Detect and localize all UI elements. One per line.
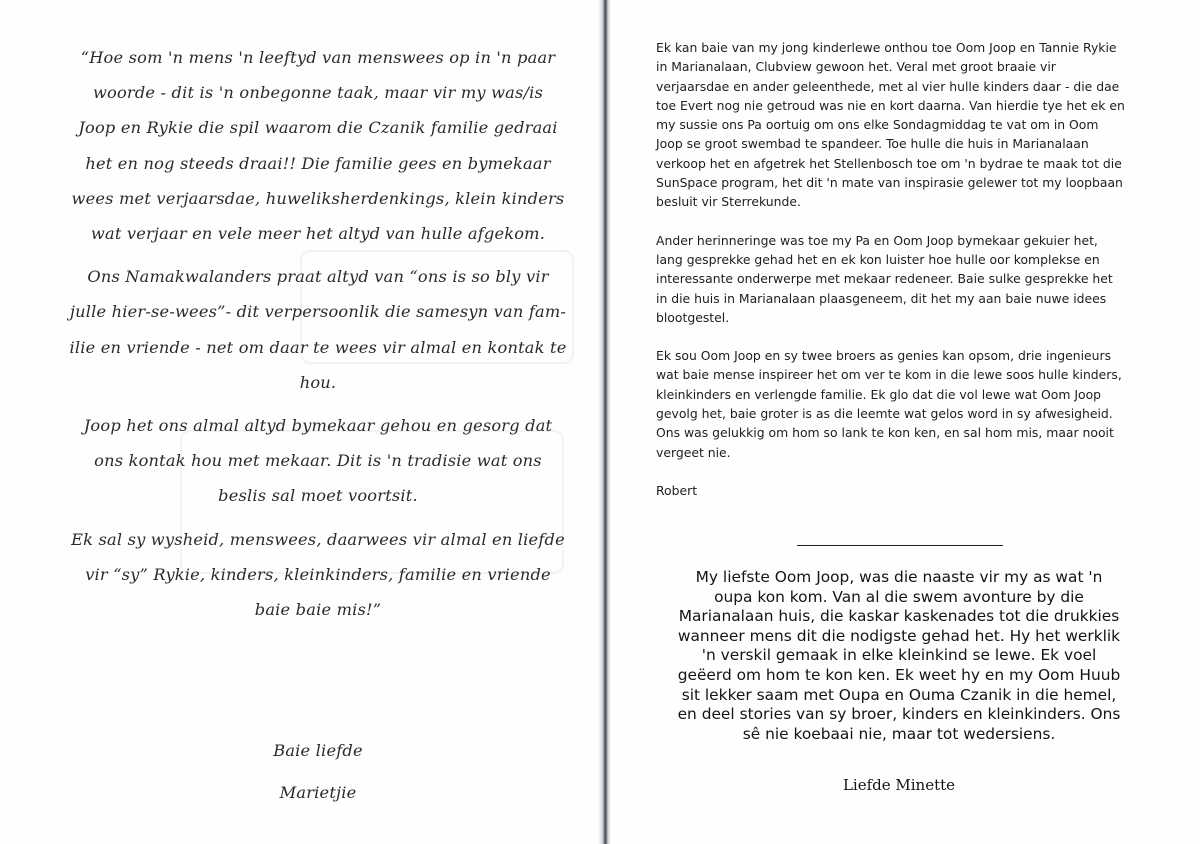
text-line: my sussie ons Pa oortuig om ons elke Sondagmiddag te vat om in Oom <box>656 117 1099 133</box>
text-line: Joop het ons almal altyd bymekaar gehou en gesorg dat <box>83 416 553 436</box>
text-line: Ek kan baie van my jong kinderlewe onthou toe Oom Joop en Tannie Rykie <box>656 40 1117 55</box>
signature-text: Robert <box>656 482 698 498</box>
text-line: vergeet nie. <box>656 444 731 460</box>
text-line: verkoop het en afgetrek het Stellenbosch toe om 'n bydrae te maak tot die <box>656 155 1122 171</box>
text-line: en deel stories van sy broer, kinders en kleinkinders. Ons <box>677 705 1121 724</box>
typed-paragraph <box>656 346 1184 462</box>
tribute-minette <box>614 568 1184 744</box>
text-line: baie baie mis!” <box>254 600 382 620</box>
typed-memories <box>656 38 1184 519</box>
text-line: 'n verskil gemaak in elke kleinkind se lewe. Ek voel <box>701 646 1097 665</box>
text-line: Ander herinneringe was toe my Pa en Oom Joop bymekaar gekuier het, <box>656 232 1098 248</box>
text-line: blootgestel. <box>656 309 730 325</box>
text-line: Ek sal sy wysheid, menswees, daarwees vir almal en liefde <box>71 529 565 549</box>
text-line: toe Evert nog nie getroud was nie en kort daarna. Van hierdie tye het ek en <box>656 97 1125 113</box>
text-line: wat baie mense inspireer het om ver te kom in die lewe soos hulle kinders, <box>656 367 1122 383</box>
text-line: Joop en Rykie die spil waarom die Czanik familie gedraai <box>78 118 558 138</box>
handwritten-paragraph <box>58 408 578 514</box>
signature-robert <box>656 481 1184 500</box>
text-line: het en nog steeds draai!! Die familie gees en bymekaar <box>85 153 551 173</box>
typed-paragraph <box>656 231 1184 327</box>
text-line: in die huis in Marianalaan plaasgeneem, dit het my aan baie nuwe idees <box>656 290 1107 306</box>
text-line: beslis sal moet voortsit. <box>218 486 418 506</box>
text-line: ons kontak hou met mekaar. Dit is 'n tradisie wat ons <box>94 451 542 471</box>
text-line: hou. <box>299 372 337 392</box>
text-line: geëerd om hom te kon ken. Ek weet hy en my Oom Huub <box>677 665 1121 684</box>
text-line: oupa kon kom. Van al die swem avonture by die <box>714 587 1084 606</box>
text-line: Marianalaan huis, die kaskar kaskenades tot die drukkies <box>678 607 1120 626</box>
text-line: woorde - dit is 'n onbegonne taak, maar vir my was/is <box>92 83 544 103</box>
text-line: interessante onderwerpe met mekaar redeneer. Baie sulke gesprekke het <box>656 271 1113 287</box>
text-line: julle hier-se-wees”- dit verpersoonlik die samesyn van fam- <box>69 302 567 322</box>
text-line: wanneer mens dit die nodigste gehad het. Hy het werklik <box>677 626 1121 645</box>
handwritten-paragraph <box>58 522 578 628</box>
text-line: lang gesprekke gehad het en ek kon luister hoe hulle oor komplekse en <box>656 251 1100 267</box>
signature-marietjie <box>58 775 578 810</box>
text-line: Ek sou Oom Joop en sy twee broers as genies kan opsom, drie ingenieurs <box>656 348 1112 364</box>
text-line: ilie en vriende - net om daar te wees vir almal en kontak te <box>69 337 567 357</box>
text-line: verjaarsdae en ander geleenthede, met al vier hulle kinders daar - die dae <box>656 78 1120 94</box>
text-line: Ons was gelukkig om hom so lank te kon ken, en sal hom mis, maar nooit <box>656 425 1114 441</box>
text-line: wat verjaar en vele meer het altyd van hulle afgekom. <box>90 224 546 244</box>
text-line: Joop se groot swembad te spandeer. Toe hulle die huis in Marianalaan <box>656 136 1089 152</box>
typed-paragraph <box>656 38 1184 212</box>
handwritten-paragraph <box>58 259 578 400</box>
text-line: SunSpace program, het dit 'n mate van inspirasie gelewer tot my loopbaan <box>656 175 1123 191</box>
text-line: besluit vir Sterrekunde. <box>656 194 801 210</box>
handwritten-tribute <box>58 40 578 635</box>
text-line: gevolg het, baie groter is as die leemte wat gelos word in sy afwesigheid. <box>656 406 1113 422</box>
text-line: “Hoe som 'n mens 'n leeftyd van menswees op in 'n paar <box>80 48 556 67</box>
closing-text: Baie liefde <box>273 741 363 760</box>
text-line: kleinkinders en verlengde familie. Ek glo dat die vol lewe wat Oom Joop <box>656 386 1102 402</box>
signature-minette: Liefde Minette <box>842 776 956 794</box>
text-line: sê nie koebaai nie, maar tot wedersiens. <box>742 724 1056 743</box>
text-line: sit lekker saam met Oupa en Ouma Czanik in die hemel, <box>681 685 1117 704</box>
section-divider <box>797 545 1003 546</box>
text-line: vir “sy” Rykie, kinders, kleinkinders, familie en vriende <box>85 564 551 584</box>
text-line: Ons Namakwalanders praat altyd van “ons is so bly vir <box>87 267 549 287</box>
text-line: wees met verjaarsdae, huweliksherdenkings, klein kinders <box>71 188 565 208</box>
handwritten-paragraph <box>58 40 578 251</box>
closing-line <box>58 733 578 768</box>
text-line: My liefste Oom Joop, was die naaste vir my as wat 'n <box>695 568 1103 586</box>
signature-text: Marietjie <box>279 783 357 802</box>
text-line: in Marianalaan, Clubview gewoon het. Veral met groot braaie vir <box>656 59 1056 75</box>
